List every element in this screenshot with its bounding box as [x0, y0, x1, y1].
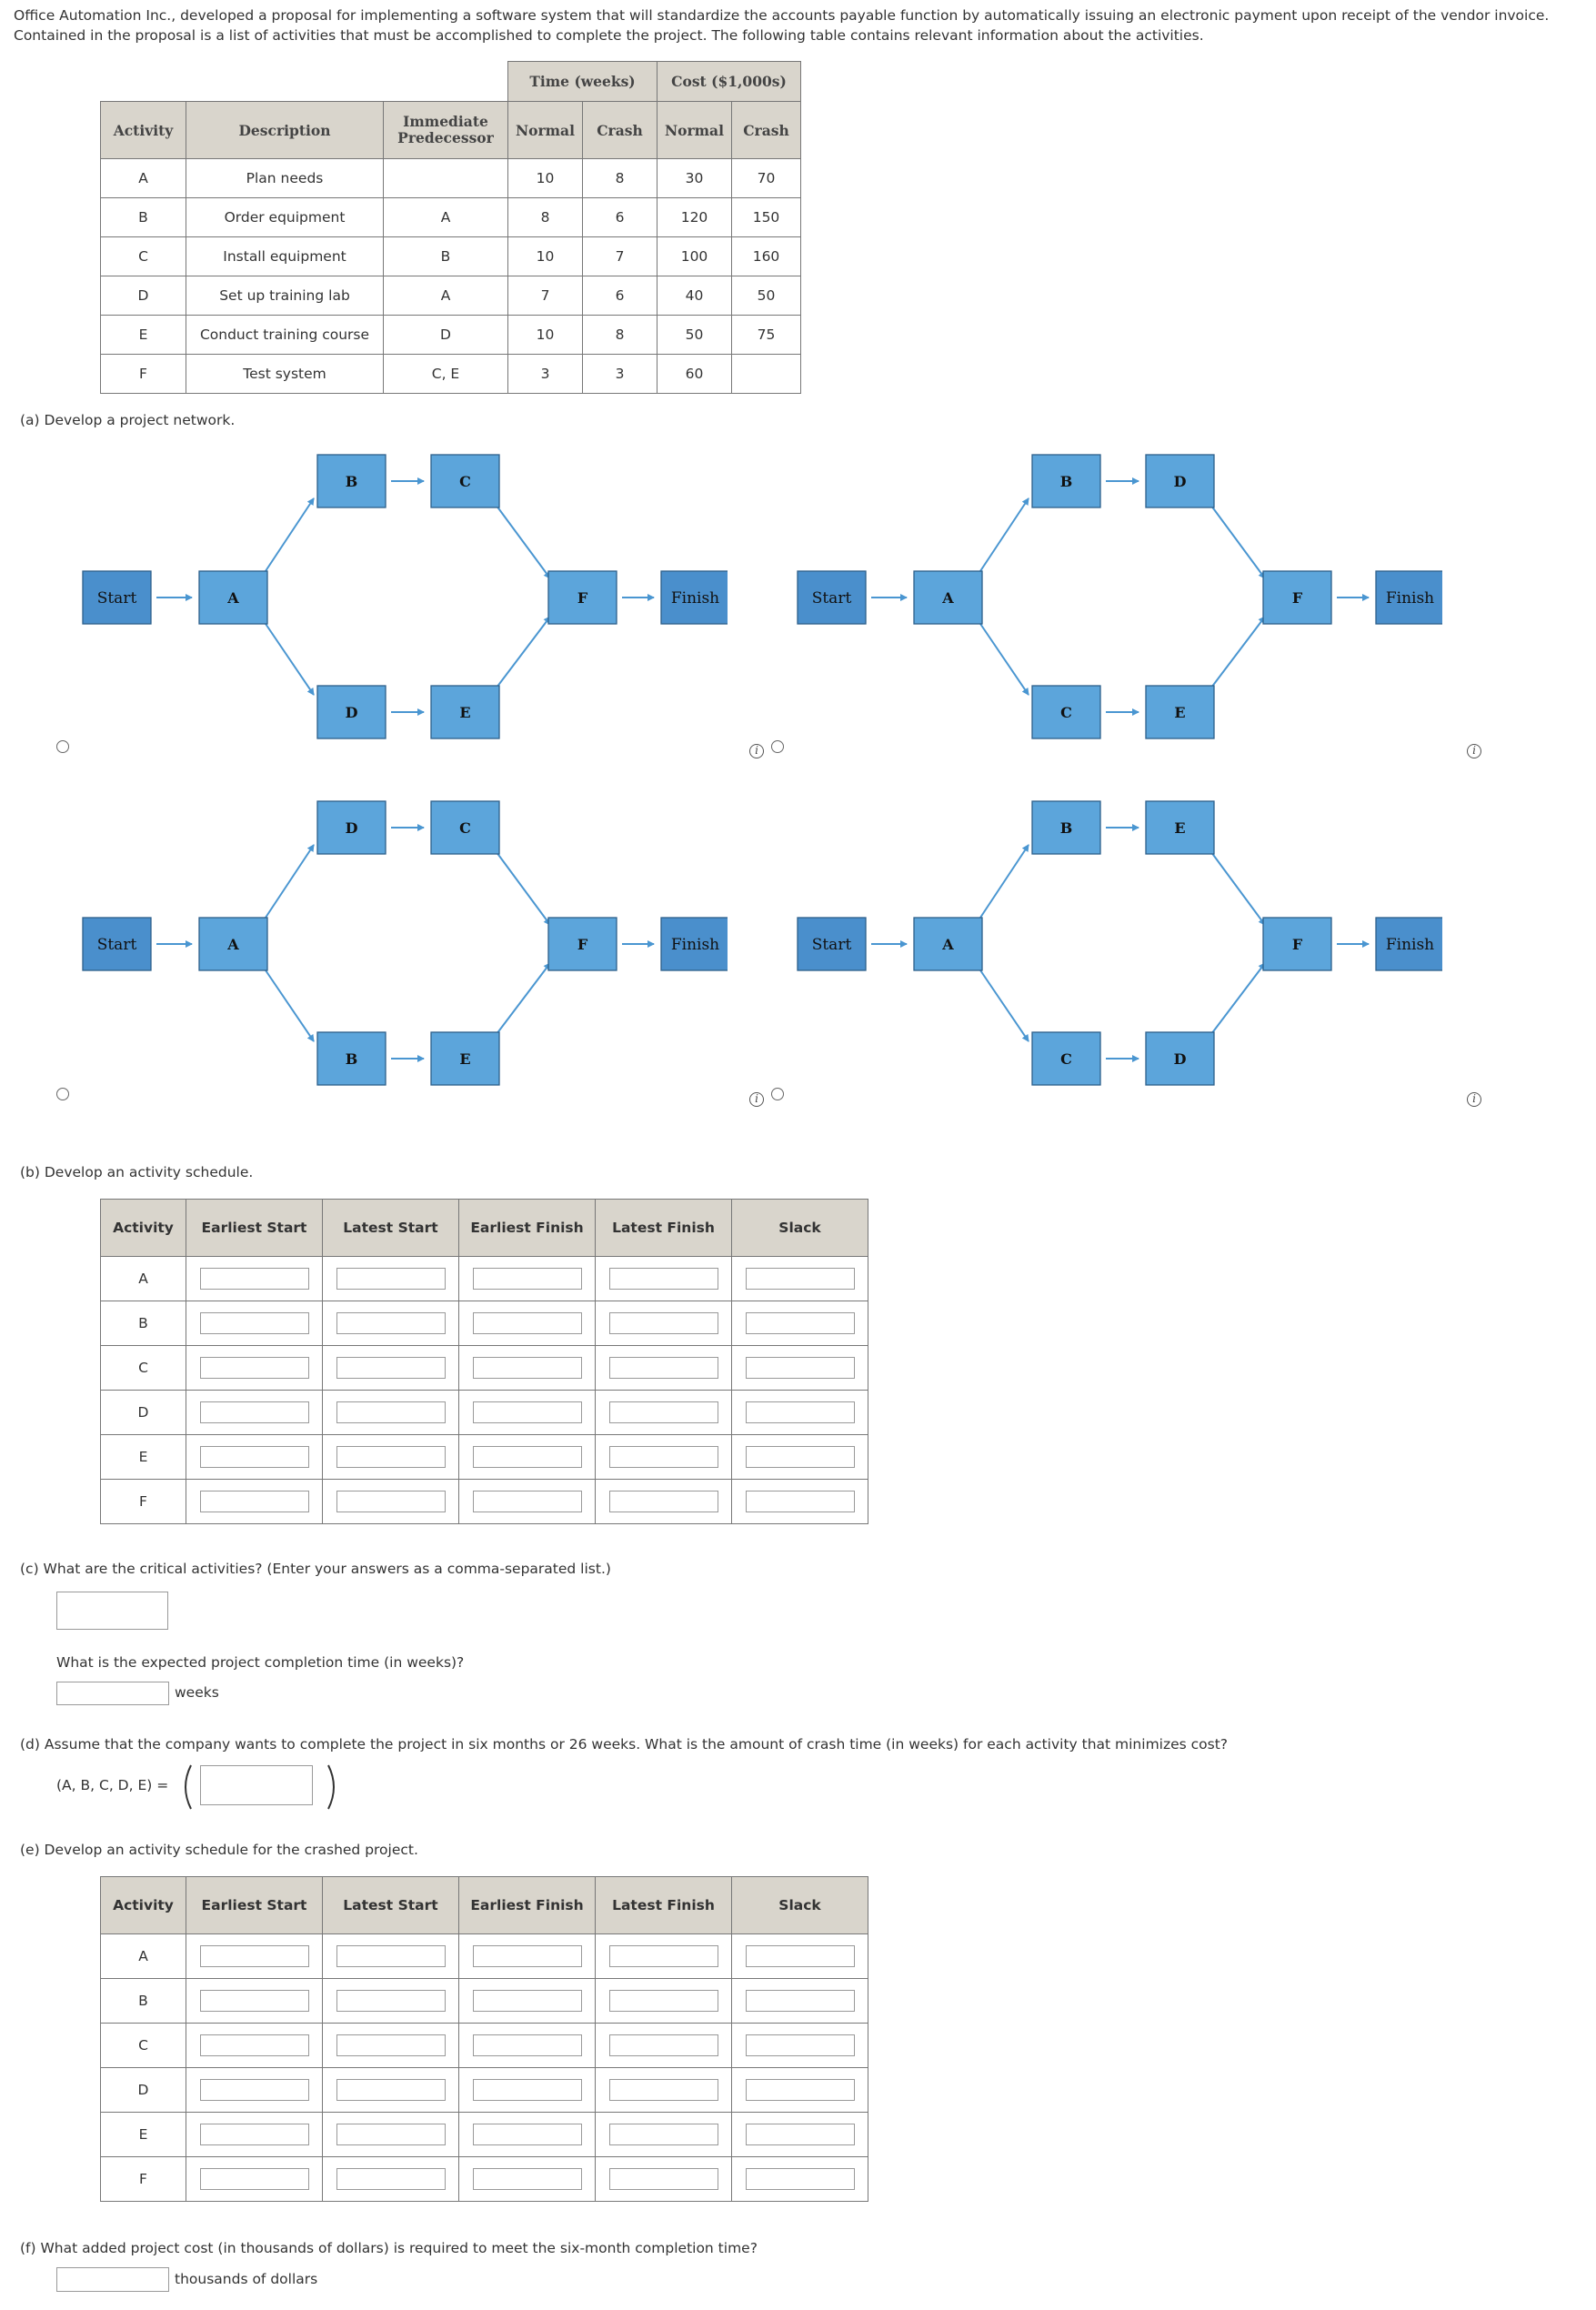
network-arrow [494, 617, 550, 691]
network-arrow [494, 502, 550, 578]
network-node-label: E [459, 1050, 471, 1068]
network-option-radio[interactable] [771, 740, 784, 753]
schedule-header-ef: Earliest Finish [459, 1200, 596, 1257]
crashed-schedule-header-ef: Earliest Finish [459, 1877, 596, 1934]
schedule-ls-input[interactable] [336, 1446, 446, 1468]
network-node-label: B [1059, 473, 1073, 490]
crashed-schedule-header-activity: Activity [101, 1877, 186, 1934]
cell-desc: Conduct training course [186, 316, 384, 355]
network-node-label: E [1174, 704, 1186, 721]
schedule-row [101, 1346, 868, 1391]
cell-tn: 10 [508, 237, 583, 276]
crashed-schedule-lf-input[interactable] [609, 2034, 718, 2056]
crashed-schedule-row [101, 2024, 868, 2068]
network-option-radio[interactable] [56, 740, 69, 753]
crashed-schedule-row [101, 1934, 868, 1979]
cell-tn: 10 [508, 316, 583, 355]
schedule-ef-input[interactable] [473, 1491, 582, 1512]
schedule-row [101, 1435, 868, 1480]
network-node-bot2 [1146, 686, 1214, 738]
network-node-bot1 [1032, 1032, 1100, 1085]
network-node-label: C [459, 819, 471, 837]
schedule-row [101, 1480, 868, 1524]
project-network-option [715, 783, 1442, 1110]
activity-label: E [101, 1435, 186, 1480]
cell-act: B [101, 198, 186, 237]
network-node-bot2 [1146, 1032, 1214, 1085]
network-node-bot2 [431, 686, 499, 738]
cell-tc: 7 [583, 237, 657, 276]
crashed-schedule-es-input[interactable] [200, 1990, 309, 2012]
activity-data-table [100, 61, 801, 394]
network-node-top1 [317, 801, 386, 854]
added-cost-input[interactable] [56, 2267, 169, 2292]
network-node-a [199, 571, 267, 624]
cell-cc: 75 [732, 316, 801, 355]
network-node-bot2 [431, 1032, 499, 1085]
crashed-schedule-slack-input[interactable] [746, 1945, 855, 1967]
network-node-label: F [577, 936, 588, 953]
part-c-completion-label: What is the expected project completion time (in weeks)? [56, 1654, 465, 1671]
crashed-schedule-ls-input[interactable] [336, 2079, 446, 2101]
crashed-schedule-lf-input[interactable] [609, 1990, 718, 2012]
schedule-header-lf: Latest Finish [596, 1200, 732, 1257]
crashed-schedule-slack-input[interactable] [746, 1990, 855, 2012]
schedule-es-input[interactable] [200, 1491, 309, 1512]
crashed-schedule-slack-input[interactable] [746, 2168, 855, 2190]
schedule-header-activity: Activity [101, 1200, 186, 1257]
crashed-schedule-table [100, 1876, 868, 2202]
schedule-ls-input[interactable] [336, 1491, 446, 1512]
cell-pred [384, 159, 508, 198]
schedule-slack-input[interactable] [746, 1268, 855, 1290]
network-node-label: Finish [670, 589, 720, 608]
cost-group-header: Cost ($1,000s) [657, 62, 801, 102]
crashed-schedule-ef-input[interactable] [473, 1990, 582, 2012]
network-node-finish [1376, 918, 1442, 970]
crashed-schedule-es-input[interactable] [200, 1945, 309, 1967]
network-node-bot1 [317, 1032, 386, 1085]
network-arrow [977, 965, 1029, 1041]
network-arrow [977, 845, 1029, 923]
crashed-schedule-row [101, 2068, 868, 2113]
network-node-label: Start [96, 936, 137, 954]
crashed-schedule-es-input[interactable] [200, 2124, 309, 2145]
network-node-bot1 [317, 686, 386, 738]
schedule-lf-input[interactable] [609, 1446, 718, 1468]
network-node-f [548, 571, 617, 624]
schedule-ls-input[interactable] [336, 1357, 446, 1379]
schedule-header-es: Earliest Start [186, 1200, 323, 1257]
crashed-schedule-es-input[interactable] [200, 2034, 309, 2056]
cost-normal-header: Normal [657, 102, 732, 159]
crashed-schedule-ls-input[interactable] [336, 2168, 446, 2190]
info-icon[interactable]: i [1467, 744, 1481, 758]
crashed-schedule-ls-input[interactable] [336, 2034, 446, 2056]
crashed-schedule-ls-input[interactable] [336, 1945, 446, 1967]
network-node-label: F [1291, 589, 1303, 607]
crashed-schedule-lf-input[interactable] [609, 2124, 718, 2145]
intro-text: Office Automation Inc., developed a proposal for implementing a software system that will standardize the accounts payable function by automatically issuing an electronic payment upon receipt of the vendor invoice. Contained in the proposal is a list of activities that must be accomplished to complete the project. The following table contains relevant information about the activities. [14, 7, 1550, 44]
crashed-schedule-slack-input[interactable] [746, 2079, 855, 2101]
crashed-schedule-es-input[interactable] [200, 2079, 309, 2101]
network-node-start [798, 918, 866, 970]
network-node-top1 [317, 455, 386, 507]
time-crash-header: Crash [583, 102, 657, 159]
network-node-label: D [345, 704, 358, 721]
activity-schedule-table [100, 1199, 868, 1524]
cell-act: C [101, 237, 186, 276]
network-node-finish [1376, 571, 1442, 624]
data-table-row [101, 198, 801, 237]
close-paren [328, 1765, 334, 1809]
schedule-ef-input[interactable] [473, 1312, 582, 1334]
part-c-label: (c) What are the critical activities? (Enter your answers as a comma-separated list.) [20, 1561, 611, 1577]
network-node-top1 [1032, 455, 1100, 507]
network-arrow [1209, 963, 1265, 1038]
crashed-schedule-ef-input[interactable] [473, 2079, 582, 2101]
network-node-start [83, 918, 151, 970]
cell-cc [732, 355, 801, 394]
cell-pred: A [384, 198, 508, 237]
cell-tc: 8 [583, 159, 657, 198]
cost-crash-header: Crash [732, 102, 801, 159]
schedule-ls-input[interactable] [336, 1312, 446, 1334]
cell-pred: D [384, 316, 508, 355]
activity-label: A [101, 1934, 186, 1979]
project-network-option [715, 437, 1442, 764]
schedule-lf-input[interactable] [609, 1491, 718, 1512]
cell-desc: Order equipment [186, 198, 384, 237]
network-node-f [548, 918, 617, 970]
network-node-label: C [459, 473, 471, 490]
crashed-schedule-lf-input[interactable] [609, 2168, 718, 2190]
description-header: Description [186, 102, 384, 159]
schedule-lf-input[interactable] [609, 1312, 718, 1334]
network-node-label: A [227, 936, 239, 953]
network-node-label: E [459, 704, 471, 721]
data-table-row [101, 276, 801, 316]
cell-desc: Plan needs [186, 159, 384, 198]
open-paren [186, 1765, 191, 1809]
network-node-label: Finish [1385, 589, 1435, 608]
cell-pred: C, E [384, 355, 508, 394]
schedule-slack-input[interactable] [746, 1401, 855, 1423]
network-node-label: Start [96, 589, 137, 608]
activity-label: C [101, 1346, 186, 1391]
network-node-bot1 [1032, 686, 1100, 738]
network-node-label: Start [811, 589, 852, 608]
data-table-row [101, 237, 801, 276]
critical-activities-input[interactable] [56, 1592, 168, 1630]
network-arrow [262, 965, 314, 1041]
data-table-row [101, 355, 801, 394]
part-f-label: (f) What added project cost (in thousands of dollars) is required to meet the six-month completion time? [20, 2240, 758, 2256]
cell-act: F [101, 355, 186, 394]
network-node-start [83, 571, 151, 624]
part-e-label: (e) Develop an activity schedule for the crashed project. [20, 1842, 418, 1858]
cell-cn: 50 [657, 316, 732, 355]
data-table-row [101, 159, 801, 198]
cell-tc: 6 [583, 276, 657, 316]
project-network-option [0, 437, 728, 764]
schedule-lf-input[interactable] [609, 1357, 718, 1379]
network-node-label: C [1060, 704, 1072, 721]
cell-desc: Install equipment [186, 237, 384, 276]
schedule-slack-input[interactable] [746, 1446, 855, 1468]
crashed-schedule-es-input[interactable] [200, 2168, 309, 2190]
schedule-slack-input[interactable] [746, 1357, 855, 1379]
activity-label: B [101, 1301, 186, 1346]
info-icon[interactable]: i [1467, 1092, 1481, 1107]
schedule-row [101, 1391, 868, 1435]
network-node-label: B [345, 1050, 358, 1068]
network-option-radio[interactable] [771, 1088, 784, 1100]
network-node-f [1263, 918, 1331, 970]
schedule-slack-input[interactable] [746, 1491, 855, 1512]
cell-act: E [101, 316, 186, 355]
schedule-row [101, 1257, 868, 1301]
schedule-es-input[interactable] [200, 1312, 309, 1334]
cell-tn: 10 [508, 159, 583, 198]
network-node-label: Finish [1385, 936, 1435, 954]
network-node-label: C [1060, 1050, 1072, 1068]
crashed-schedule-ef-input[interactable] [473, 1945, 582, 1967]
schedule-ef-input[interactable] [473, 1357, 582, 1379]
schedule-ef-input[interactable] [473, 1401, 582, 1423]
schedule-lf-input[interactable] [609, 1401, 718, 1423]
network-node-label: F [577, 589, 588, 607]
activity-label: D [101, 2068, 186, 2113]
network-arrow [494, 963, 550, 1038]
cell-tn: 7 [508, 276, 583, 316]
cell-tc: 8 [583, 316, 657, 355]
schedule-row [101, 1301, 868, 1346]
cell-act: D [101, 276, 186, 316]
info-icon[interactable]: i [749, 1092, 764, 1107]
time-normal-header: Normal [508, 102, 583, 159]
weeks-unit: weeks [175, 1684, 219, 1701]
crashed-schedule-slack-input[interactable] [746, 2124, 855, 2145]
cell-desc: Set up training lab [186, 276, 384, 316]
schedule-slack-input[interactable] [746, 1312, 855, 1334]
cell-cn: 40 [657, 276, 732, 316]
crash-time-input[interactable] [200, 1765, 313, 1805]
part-b-label: (b) Develop an activity schedule. [20, 1164, 254, 1180]
schedule-es-input[interactable] [200, 1268, 309, 1290]
activity-label: B [101, 1979, 186, 2024]
schedule-ls-input[interactable] [336, 1401, 446, 1423]
network-node-label: D [1173, 473, 1187, 490]
network-arrow [977, 618, 1029, 695]
network-node-top1 [1032, 801, 1100, 854]
schedule-ef-input[interactable] [473, 1268, 582, 1290]
time-group-header: Time (weeks) [508, 62, 657, 102]
cell-cn: 30 [657, 159, 732, 198]
info-icon[interactable]: i [749, 744, 764, 758]
crashed-schedule-ls-input[interactable] [336, 1990, 446, 2012]
crashed-schedule-lf-input[interactable] [609, 1945, 718, 1967]
schedule-header-ls: Latest Start [323, 1200, 459, 1257]
network-node-label: D [1173, 1050, 1187, 1068]
crash-tuple-label: (A, B, C, D, E) = [56, 1777, 169, 1793]
crashed-schedule-slack-input[interactable] [746, 2034, 855, 2056]
cell-tc: 3 [583, 355, 657, 394]
network-arrow [262, 498, 314, 577]
network-arrow [494, 849, 550, 925]
crashed-schedule-row [101, 2157, 868, 2202]
network-node-label: A [942, 589, 954, 607]
activity-label: C [101, 2024, 186, 2068]
crashed-schedule-row [101, 2113, 868, 2157]
cell-tn: 3 [508, 355, 583, 394]
data-table-row [101, 316, 801, 355]
network-node-label: F [1291, 936, 1303, 953]
crashed-schedule-lf-input[interactable] [609, 2079, 718, 2101]
network-option-radio[interactable] [56, 1088, 69, 1100]
cell-cc: 50 [732, 276, 801, 316]
schedule-header-slack: Slack [732, 1200, 868, 1257]
network-arrow [262, 845, 314, 923]
activity-label: F [101, 1480, 186, 1524]
predecessor-header: Immediate Predecessor [384, 102, 508, 159]
network-node-label: A [942, 936, 954, 953]
cell-cc: 150 [732, 198, 801, 237]
crashed-schedule-ls-input[interactable] [336, 2124, 446, 2145]
activity-header: Activity [101, 102, 186, 159]
network-arrow [1209, 617, 1265, 691]
network-node-label: B [345, 473, 358, 490]
network-node-label: E [1174, 819, 1186, 837]
part-d-label: (d) Assume that the company wants to complete the project in six months or 26 weeks. What is the amount of crash time (in weeks) for each activity that minimizes cost? [20, 1736, 1229, 1753]
cell-pred: A [384, 276, 508, 316]
crashed-schedule-header-lf: Latest Finish [596, 1877, 732, 1934]
schedule-es-input[interactable] [200, 1401, 309, 1423]
cell-cn: 100 [657, 237, 732, 276]
crashed-schedule-row [101, 1979, 868, 2024]
activity-label: F [101, 2157, 186, 2202]
cell-tc: 6 [583, 198, 657, 237]
network-node-top2 [431, 801, 499, 854]
network-node-label: A [227, 589, 239, 607]
crashed-schedule-header-ls: Latest Start [323, 1877, 459, 1934]
network-arrow [262, 618, 314, 695]
network-arrow [977, 498, 1029, 577]
cell-act: A [101, 159, 186, 198]
cell-desc: Test system [186, 355, 384, 394]
cell-cn: 60 [657, 355, 732, 394]
cell-tn: 8 [508, 198, 583, 237]
activity-label: A [101, 1257, 186, 1301]
part-a-label: (a) Develop a project network. [20, 412, 236, 428]
schedule-ef-input[interactable] [473, 1446, 582, 1468]
network-node-a [914, 571, 982, 624]
network-arrow [1209, 849, 1265, 925]
network-node-f [1263, 571, 1331, 624]
cell-cc: 160 [732, 237, 801, 276]
crashed-schedule-header-slack: Slack [732, 1877, 868, 1934]
cell-cc: 70 [732, 159, 801, 198]
network-arrow [1209, 502, 1265, 578]
dollars-unit: thousands of dollars [175, 2271, 318, 2287]
network-node-label: Start [811, 936, 852, 954]
crashed-schedule-ef-input[interactable] [473, 2168, 582, 2190]
network-node-start [798, 571, 866, 624]
network-node-a [199, 918, 267, 970]
activity-label: D [101, 1391, 186, 1435]
project-network-option [0, 783, 728, 1110]
network-node-a [914, 918, 982, 970]
network-node-label: B [1059, 819, 1073, 837]
schedule-es-input[interactable] [200, 1446, 309, 1468]
network-node-top2 [431, 455, 499, 507]
cell-cn: 120 [657, 198, 732, 237]
completion-time-input[interactable] [56, 1682, 169, 1705]
cell-pred: B [384, 237, 508, 276]
network-node-top2 [1146, 801, 1214, 854]
network-node-top2 [1146, 455, 1214, 507]
schedule-ls-input[interactable] [336, 1268, 446, 1290]
crashed-schedule-ef-input[interactable] [473, 2034, 582, 2056]
network-node-label: D [345, 819, 358, 837]
crashed-schedule-header-es: Earliest Start [186, 1877, 323, 1934]
schedule-lf-input[interactable] [609, 1268, 718, 1290]
activity-label: E [101, 2113, 186, 2157]
schedule-es-input[interactable] [200, 1357, 309, 1379]
network-node-label: Finish [670, 936, 720, 954]
crashed-schedule-ef-input[interactable] [473, 2124, 582, 2145]
